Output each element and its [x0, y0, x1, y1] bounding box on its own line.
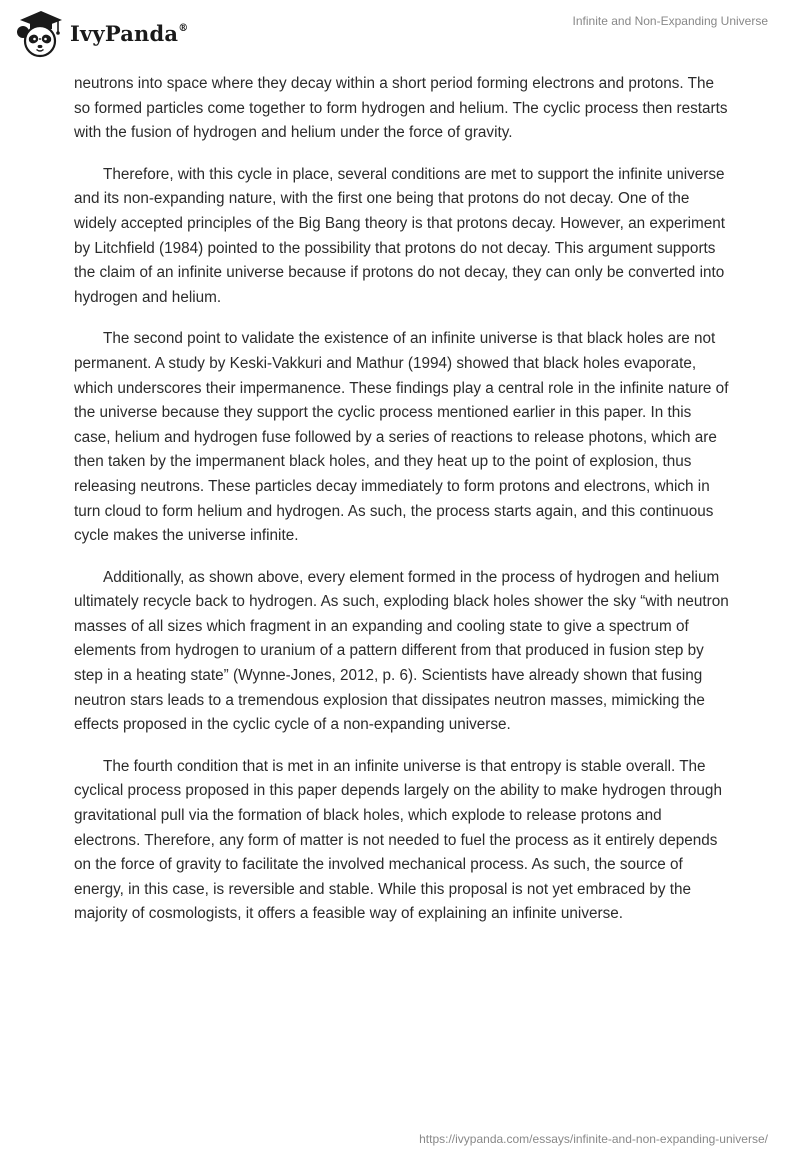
- paragraph: The second point to validate the existence of an infinite universe is that black holes are not permanent. A study by Keski-Vakkuri and Mathur (1994) showed that black holes evaporate, which underscores their impermanence. These findings play a central role in the infinite nature of the universe because they support the cyclic process mentioned earlier in this paper. In this case, helium and hydrogen fuse followed by a series of reactions to release photons, which are then taken by the impermanent black holes, and they heat up to the point of explosion, thus releasing neutrons. These particles decay immediately to form protons and electrons, which in turn cloud to form helium and hydrogen. As such, the process starts again, and this continuous cycle makes the universe infinite.: [74, 330, 729, 545]
- paragraph: Therefore, with this cycle in place, several conditions are met to support the infinite universe and its non-expanding nature, with the first one being that protons do not decay. One of the widely accepted principles of the Big Bang theory is that protons decay. However, an experiment by Litchfield (1984) pointed to the possibility that protons do not decay. This argument supports the claim of an infinite universe because if protons do not decay, they can only be converted into hydrogen and helium.: [74, 165, 726, 306]
- paragraph: The fourth condition that is met in an infinite universe is that entropy is stable overall. The cyclical process proposed in this paper depends largely on the ability to make hydrogen through gravitational pull via the formation of black holes, which explode to release protons and electrons. Therefore, any form of matter is not needed to fuel the process as it entirely depends on the force of gravity to facilitate the involved mechanical process. As such, the source of energy, in this case, is reversible and stable. While this proposal is not yet embraced by the majority of cosmologists, it offers a feasible way of explaining an infinite universe.: [74, 757, 722, 923]
- document-title: Infinite and Non-Expanding Universe: [572, 14, 768, 28]
- paragraph: neutrons into space where they decay within a short period forming electrons and protons. The so formed particles come together to form hydrogen and helium. The cyclic process then restarts with the fusion of hydrogen and helium under the force of gravity.: [74, 75, 728, 142]
- registered-mark: ®: [178, 22, 189, 34]
- source-url[interactable]: https://ivypanda.com/essays/infinite-and-non-expanding-universe/: [419, 1132, 768, 1146]
- paragraph: Additionally, as shown above, every element formed in the process of hydrogen and helium ultimately recycle back to hydrogen. As such, exploding black holes shower the sky “with neutron masses of all sizes which fragment in an expanding and cooling state to give a spectrum of elements from hydrogen to uranium of a pattern different from that produced in fusion step by step in a heating state” (Wynne-Jones, 2012, p. 6). Scientists have already shown that fusing neutron stars leads to a tremendous explosion that dissipates neutron masses, mimicking the effects proposed in the cyclic cycle of a non-expanding universe.: [74, 568, 729, 734]
- page-header: [0, 0, 800, 64]
- brand-name: IvyPanda®: [70, 20, 189, 46]
- ivypanda-logo[interactable]: [14, 8, 188, 58]
- panda-graduate-icon: [14, 8, 64, 58]
- essay-body: [74, 72, 730, 944]
